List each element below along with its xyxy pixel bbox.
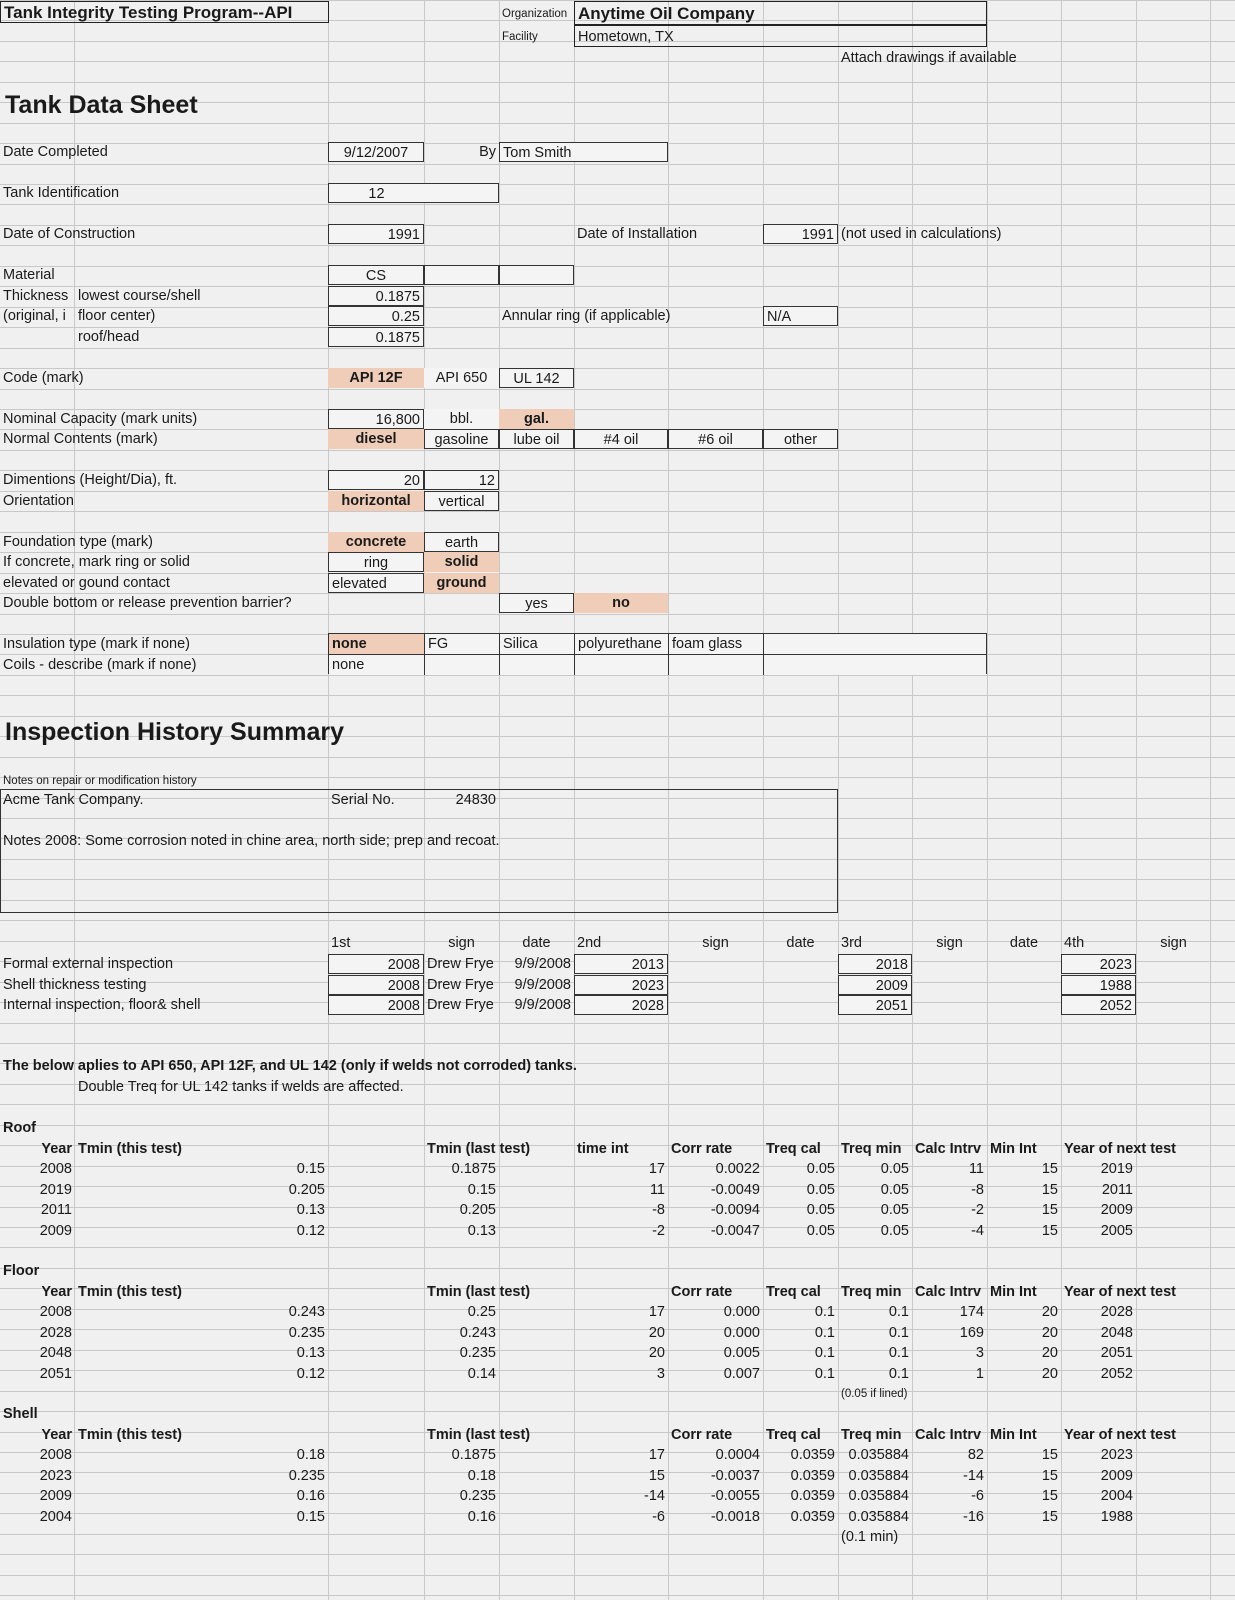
cell-min-int: 20	[1041, 1304, 1058, 1320]
cell-tmin-this: 0.235	[288, 1324, 325, 1341]
floor-center-label: floor center)	[78, 308, 156, 324]
cell-corr-rate: 0.000	[723, 1304, 760, 1320]
cell-calc-intrv: -14	[963, 1467, 984, 1484]
organization-field[interactable]: Anytime Oil Company	[574, 1, 987, 25]
schedule-1st-year[interactable]: 2008	[328, 975, 424, 995]
cell-tmin-last: 0.1875	[451, 1447, 496, 1463]
concrete-option-ring[interactable]: ring	[328, 552, 424, 572]
cell-year: 2023	[39, 1467, 72, 1484]
foundation-option-earth[interactable]: earth	[424, 532, 499, 552]
thickness-label: Thickness	[3, 288, 69, 304]
capacity-field[interactable]: 16,800	[328, 409, 424, 429]
column-header-corr-rate: Corr rate	[671, 1283, 733, 1300]
cell-time-int: 20	[648, 1324, 665, 1341]
schedule-1st-date[interactable]: 9/9/2008	[514, 976, 571, 993]
schedule-4th-year[interactable]: 1988	[1061, 975, 1136, 995]
schedule-2nd-year[interactable]: 2023	[574, 975, 668, 995]
cell-year-next: 2009	[1100, 1202, 1133, 1218]
repair-notes-label: Notes on repair or modification history	[3, 775, 197, 787]
roof-head-field[interactable]: 0.1875	[328, 327, 424, 347]
insulation-option-none[interactable]: none	[329, 634, 424, 654]
cell-treq-cal: 0.05	[806, 1161, 835, 1177]
cell-year: 2008	[39, 1304, 72, 1320]
cell-tmin-this: 0.243	[288, 1304, 325, 1320]
applies-note: The below aplies to API 650, API 12F, and UL 142 (only if welds not corroded) tanks.	[3, 1058, 577, 1074]
column-header-min-int: Min Int	[990, 1140, 1037, 1157]
cell-min-int: 20	[1041, 1345, 1058, 1361]
schedule-header-date2: date	[786, 935, 815, 951]
cell-corr-rate: -0.0018	[710, 1508, 760, 1525]
tank-data-title: Tank Data Sheet	[5, 91, 198, 119]
material-label: Material	[3, 267, 55, 283]
cell-corr-rate: 0.000	[723, 1324, 760, 1341]
schedule-3rd-year[interactable]: 2051	[838, 995, 912, 1015]
column-header-treq-cal: Treq cal	[766, 1426, 821, 1443]
thickness-label-2: (original, i	[3, 308, 66, 324]
column-header-calc-intrv: Calc Intrv	[915, 1283, 982, 1300]
insulation-option-fg[interactable]: FG	[424, 634, 499, 654]
cell-calc-intrv: 1	[975, 1365, 984, 1382]
column-header-year-next: Year of next test	[1064, 1283, 1177, 1300]
schedule-header-sign2: sign	[702, 935, 729, 951]
cell-year-next: 1988	[1100, 1508, 1133, 1525]
cell-treq-min: 0.1	[888, 1324, 909, 1341]
column-header-corr-rate: Corr rate	[671, 1140, 733, 1157]
column-header-tmin-this: Tmin (this test)	[78, 1426, 182, 1443]
schedule-header-sign4: sign	[1160, 935, 1187, 951]
date-construction-label: Date of Construction	[3, 226, 136, 242]
coils-field-3[interactable]	[499, 655, 574, 675]
insulation-option-foam-glass[interactable]: foam glass	[668, 634, 763, 654]
column-header-tmin-last: Tmin (last test)	[427, 1426, 531, 1443]
cell-time-int: 17	[648, 1161, 665, 1177]
cell-time-int: 3	[656, 1365, 665, 1382]
cell-year-next: 2052	[1100, 1365, 1133, 1382]
cell-calc-intrv: 11	[968, 1161, 984, 1177]
cell-tmin-last: 0.16	[467, 1508, 496, 1525]
attach-drawings-note: Attach drawings if available	[841, 50, 1017, 66]
cell-time-int: -6	[652, 1508, 665, 1525]
column-header-treq-cal: Treq cal	[766, 1283, 821, 1300]
cell-min-int: 15	[1041, 1488, 1058, 1504]
cell-treq-cal: 0.0359	[790, 1488, 835, 1504]
by-field[interactable]: Tom Smith	[499, 142, 668, 162]
cell-year: 2009	[39, 1488, 72, 1504]
cell-treq-cal: 0.0359	[790, 1467, 835, 1484]
cell-year-next: 2048	[1100, 1324, 1133, 1341]
contents-option-gasoline[interactable]: gasoline	[424, 429, 499, 449]
cell-min-int: 15	[1041, 1161, 1058, 1177]
contents-option-diesel[interactable]: diesel	[328, 429, 424, 449]
cell-tmin-this: 0.16	[296, 1488, 325, 1504]
column-header-tmin-last: Tmin (last test)	[427, 1140, 531, 1157]
contents-option-4-oil[interactable]: #4 oil	[574, 429, 668, 449]
section-title-floor: Floor	[3, 1263, 40, 1279]
schedule-1st-sign[interactable]: Drew Frye	[427, 997, 494, 1013]
cell-time-int: 17	[648, 1447, 665, 1463]
schedule-1st-year[interactable]: 2008	[328, 954, 424, 974]
concrete-option-solid[interactable]: solid	[424, 552, 499, 572]
cell-min-int: 20	[1041, 1324, 1058, 1341]
double-bottom-option-no[interactable]: no	[574, 593, 668, 613]
cell-calc-intrv: 82	[967, 1447, 984, 1463]
schedule-4th-year[interactable]: 2052	[1061, 995, 1136, 1015]
cell-corr-rate: -0.0037	[710, 1467, 760, 1484]
cell-treq-min: 0.035884	[848, 1508, 909, 1525]
cell-treq-cal: 0.0359	[790, 1508, 835, 1525]
cell-tmin-this: 0.15	[296, 1161, 325, 1177]
facility-label: Facility	[502, 31, 538, 43]
schedule-header-date3: date	[1009, 935, 1039, 951]
double-bottom-option-yes[interactable]: yes	[499, 593, 574, 613]
material-field[interactable]: CS	[328, 265, 424, 285]
column-header-corr-rate: Corr rate	[671, 1426, 733, 1443]
date-installation-field[interactable]: 1991	[763, 224, 838, 244]
material-field-3[interactable]	[499, 265, 574, 285]
cell-tmin-this: 0.205	[288, 1181, 325, 1198]
cell-tmin-this: 0.12	[296, 1222, 325, 1239]
cell-time-int: -8	[652, 1202, 665, 1218]
column-header-min-int: Min Int	[990, 1426, 1037, 1443]
schedule-row-label: Formal external inspection	[3, 956, 174, 972]
foundation-option-concrete[interactable]: concrete	[328, 532, 424, 552]
cell-calc-intrv: -6	[971, 1488, 984, 1504]
cell-year-next: 2005	[1100, 1222, 1133, 1239]
contents-option-other[interactable]: other	[763, 429, 838, 449]
dimensions-label: Dimentions (Height/Dia), ft.	[3, 472, 178, 488]
cell-treq-min: 0.035884	[848, 1488, 909, 1504]
cell-treq-min: 0.05	[880, 1161, 909, 1177]
cell-year: 2048	[39, 1345, 72, 1361]
insulation-option-polyurethane[interactable]: polyurethane	[574, 634, 668, 654]
schedule-2nd-year[interactable]: 2028	[574, 995, 668, 1015]
cell-treq-cal: 0.1	[814, 1345, 835, 1361]
cell-min-int: 20	[1041, 1365, 1058, 1382]
code-option-api650[interactable]: API 650	[424, 368, 499, 388]
cell-year: 2051	[39, 1365, 72, 1382]
cell-min-int: 15	[1041, 1467, 1058, 1484]
cell-year: 2019	[39, 1181, 72, 1198]
cell-tmin-last: 0.243	[459, 1324, 496, 1341]
cell-year: 2028	[39, 1324, 72, 1341]
cell-treq-min: 0.035884	[848, 1447, 909, 1463]
column-header-time-int: time int	[577, 1140, 629, 1157]
installation-note: (not used in calculations)	[841, 226, 1002, 242]
section-footnote: (0.05 if lined)	[841, 1388, 908, 1400]
cell-min-int: 15	[1041, 1508, 1058, 1525]
schedule-3rd-year[interactable]: 2018	[838, 954, 912, 974]
cell-calc-intrv: 3	[975, 1345, 984, 1361]
floor-center-field[interactable]: 0.25	[328, 306, 424, 326]
cell-calc-intrv: 174	[959, 1304, 984, 1320]
date-completed-label: Date Completed	[3, 144, 108, 160]
cell-tmin-last: 0.15	[467, 1181, 496, 1198]
code-label: Code (mark)	[3, 370, 84, 386]
cell-tmin-last: 0.235	[459, 1488, 496, 1504]
cell-min-int: 15	[1041, 1222, 1058, 1239]
cell-corr-rate: 0.0022	[715, 1161, 760, 1177]
cell-year: 2004	[39, 1508, 72, 1525]
column-header-tmin-this: Tmin (this test)	[78, 1283, 182, 1300]
cell-tmin-last: 0.1875	[451, 1161, 496, 1177]
cell-treq-cal: 0.1	[814, 1324, 835, 1341]
cell-treq-cal: 0.05	[806, 1222, 835, 1239]
cell-time-int: -14	[644, 1488, 665, 1504]
column-header-treq-min: Treq min	[841, 1140, 902, 1157]
capacity-label: Nominal Capacity (mark units)	[3, 411, 198, 427]
cell-time-int: 15	[648, 1467, 665, 1484]
section-footnote: (0.1 min)	[841, 1529, 899, 1545]
cell-treq-cal: 0.1	[814, 1365, 835, 1382]
diameter-field[interactable]: 12	[424, 470, 499, 490]
schedule-1st-year[interactable]: 2008	[328, 995, 424, 1015]
cell-year-next: 2004	[1100, 1488, 1133, 1504]
cell-year-next: 2019	[1100, 1161, 1133, 1177]
cell-treq-min: 0.05	[880, 1222, 909, 1239]
by-label: By	[479, 144, 496, 160]
cell-corr-rate: -0.0055	[710, 1488, 760, 1504]
cell-tmin-last: 0.18	[467, 1467, 496, 1484]
cell-time-int: 20	[648, 1345, 665, 1361]
capacity-unit-bbl[interactable]: bbl.	[424, 409, 499, 429]
cell-calc-intrv: -16	[963, 1508, 984, 1525]
code-option-api12f[interactable]: API 12F	[328, 368, 424, 388]
orientation-label: Orientation	[3, 493, 74, 509]
contact-option-ground[interactable]: ground	[424, 573, 499, 593]
date-completed-field[interactable]: 9/12/2007	[328, 142, 424, 162]
column-header-treq-min: Treq min	[841, 1426, 902, 1443]
cell-year: 2008	[39, 1447, 72, 1463]
date-installation-label: Date of Installation	[577, 226, 698, 242]
coils-label: Coils - describe (mark if none)	[3, 657, 197, 673]
roof-head-label: roof/head	[78, 329, 140, 345]
lowest-course-field[interactable]: 0.1875	[328, 286, 424, 306]
repair-notes-text: Notes 2008: Some corrosion noted in chine area, north side; prep and recoat.	[3, 833, 500, 849]
schedule-row-label: Internal inspection, floor& shell	[3, 997, 201, 1013]
cell-tmin-this: 0.12	[296, 1365, 325, 1382]
cell-time-int: 17	[648, 1304, 665, 1320]
serial-label: Serial No.	[331, 792, 395, 808]
facility-field[interactable]: Hometown, TX	[574, 25, 987, 47]
cell-year-next: 2023	[1100, 1447, 1133, 1463]
section-title-shell: Shell	[3, 1406, 38, 1422]
cell-year-next: 2028	[1100, 1304, 1133, 1320]
schedule-header-sign3: sign	[936, 935, 963, 951]
coils-field-2[interactable]	[424, 655, 499, 675]
coils-field[interactable]: none	[329, 655, 424, 675]
lowest-course-label: lowest course/shell	[78, 288, 201, 304]
schedule-4th-year[interactable]: 2023	[1061, 954, 1136, 974]
cell-treq-cal: 0.0359	[790, 1447, 835, 1463]
cell-tmin-last: 0.14	[467, 1365, 496, 1382]
schedule-row-label: Shell thickness testing	[3, 976, 147, 993]
cell-tmin-this: 0.15	[296, 1508, 325, 1525]
contact-label: elevated or gound contact	[3, 575, 170, 591]
schedule-header-date1: date	[522, 935, 551, 951]
cell-min-int: 15	[1041, 1447, 1058, 1463]
schedule-header-2nd: 2nd	[577, 935, 602, 951]
inspection-history-title: Inspection History Summary	[5, 718, 344, 746]
serial-value: 24830	[455, 792, 496, 808]
cell-treq-min: 0.05	[880, 1181, 909, 1198]
column-header-year-next: Year of next test	[1064, 1426, 1177, 1443]
schedule-header-3rd: 3rd	[841, 935, 862, 951]
cell-time-int: 11	[649, 1181, 665, 1198]
cell-treq-min: 0.1	[888, 1304, 909, 1320]
contents-label: Normal Contents (mark)	[3, 431, 158, 447]
coils-field-5[interactable]	[668, 655, 763, 675]
cell-calc-intrv: -8	[971, 1181, 984, 1198]
column-header-calc-intrv: Calc Intrv	[915, 1426, 982, 1443]
cell-tmin-last: 0.235	[459, 1345, 496, 1361]
cell-treq-cal: 0.05	[806, 1181, 835, 1198]
cell-tmin-this: 0.235	[288, 1467, 325, 1484]
date-construction-field[interactable]: 1991	[328, 224, 424, 244]
column-header-year: Year	[41, 1426, 72, 1443]
cell-tmin-last: 0.205	[459, 1202, 496, 1218]
schedule-2nd-year[interactable]: 2013	[574, 954, 668, 974]
annular-ring-label: Annular ring (if applicable)	[502, 308, 671, 324]
cell-treq-cal: 0.1	[814, 1304, 835, 1320]
tank-id-label: Tank Identification	[3, 185, 120, 201]
column-header-year: Year	[41, 1283, 72, 1300]
schedule-header-4th: 4th	[1064, 935, 1085, 951]
cell-tmin-this: 0.18	[296, 1447, 325, 1463]
cell-treq-min: 0.05	[880, 1202, 909, 1218]
cell-corr-rate: 0.0004	[715, 1447, 760, 1463]
cell-calc-intrv: -2	[971, 1202, 984, 1218]
schedule-1st-date[interactable]: 9/9/2008	[514, 997, 571, 1013]
annular-ring-field[interactable]: N/A	[763, 306, 838, 326]
schedule-3rd-year[interactable]: 2009	[838, 975, 912, 995]
cell-treq-min: 0.1	[888, 1365, 909, 1382]
insulation-option-silica[interactable]: Silica	[499, 634, 574, 654]
tank-id-field-ext	[424, 183, 499, 203]
cell-calc-intrv: 169	[959, 1324, 984, 1341]
cell-calc-intrv: -4	[971, 1222, 984, 1239]
coils-field-4[interactable]	[574, 655, 668, 675]
cell-tmin-this: 0.13	[296, 1345, 325, 1361]
schedule-header-1st: 1st	[331, 935, 351, 951]
cell-tmin-last: 0.25	[467, 1304, 496, 1320]
insulation-option-other[interactable]	[763, 634, 986, 654]
contact-option-elevated[interactable]: elevated	[328, 573, 424, 593]
cell-year-next: 2009	[1100, 1467, 1133, 1484]
contents-option-6-oil[interactable]: #6 oil	[668, 429, 763, 449]
program-title: Tank Integrity Testing Program--API	[0, 1, 329, 23]
schedule-1st-date[interactable]: 9/9/2008	[514, 956, 571, 972]
column-header-year-next: Year of next test	[1064, 1140, 1177, 1157]
double-treq-note: Double Treq for UL 142 tanks if welds are affected.	[78, 1079, 404, 1095]
orientation-option-vertical[interactable]: vertical	[424, 491, 499, 511]
contents-option-lube-oil[interactable]: lube oil	[499, 429, 574, 449]
cell-corr-rate: -0.0047	[710, 1222, 760, 1239]
section-title-roof: Roof	[3, 1120, 37, 1136]
double-bottom-label: Double bottom or release prevention barrier?	[3, 595, 292, 611]
code-option-ul142[interactable]: UL 142	[499, 368, 574, 388]
manufacturer-text: Acme Tank Company.	[3, 792, 144, 808]
cell-corr-rate: 0.007	[723, 1365, 760, 1382]
cell-year-next: 2011	[1101, 1181, 1133, 1198]
insulation-label: Insulation type (mark if none)	[3, 636, 190, 652]
column-header-treq-cal: Treq cal	[766, 1140, 821, 1157]
cell-min-int: 15	[1041, 1181, 1058, 1198]
column-header-min-int: Min Int	[990, 1283, 1037, 1300]
column-header-treq-min: Treq min	[841, 1283, 902, 1300]
tank-id-field[interactable]: 12	[328, 183, 424, 203]
cell-corr-rate: 0.005	[723, 1345, 760, 1361]
cell-year: 2008	[39, 1161, 72, 1177]
cell-treq-cal: 0.05	[806, 1202, 835, 1218]
height-field[interactable]: 20	[328, 470, 424, 490]
cell-tmin-last: 0.13	[467, 1222, 496, 1239]
capacity-unit-gal[interactable]: gal.	[499, 409, 574, 429]
column-header-tmin-last: Tmin (last test)	[427, 1283, 531, 1300]
column-header-calc-intrv: Calc Intrv	[915, 1140, 982, 1157]
cell-year: 2009	[39, 1222, 72, 1239]
cell-tmin-this: 0.13	[296, 1202, 325, 1218]
cell-min-int: 15	[1041, 1202, 1058, 1218]
concrete-type-label: If concrete, mark ring or solid	[3, 554, 190, 570]
cell-treq-min: 0.1	[888, 1345, 909, 1361]
cell-year: 2011	[40, 1202, 72, 1218]
cell-year-next: 2051	[1100, 1345, 1133, 1361]
foundation-label: Foundation type (mark)	[3, 534, 153, 550]
schedule-1st-sign[interactable]: Drew Frye	[427, 976, 494, 993]
cell-time-int: -2	[652, 1222, 665, 1239]
coils-field-6[interactable]	[763, 655, 986, 675]
cell-treq-min: 0.035884	[848, 1467, 909, 1484]
schedule-1st-sign[interactable]: Drew Frye	[427, 956, 494, 972]
orientation-option-horizontal[interactable]: horizontal	[328, 491, 424, 511]
schedule-header-sign1: sign	[448, 935, 475, 951]
cell-corr-rate: -0.0094	[710, 1202, 760, 1218]
cell-corr-rate: -0.0049	[710, 1181, 760, 1198]
column-header-tmin-this: Tmin (this test)	[78, 1140, 182, 1157]
material-field-2[interactable]	[424, 265, 499, 285]
column-header-year: Year	[41, 1140, 72, 1157]
organization-label: Organization	[502, 8, 568, 20]
